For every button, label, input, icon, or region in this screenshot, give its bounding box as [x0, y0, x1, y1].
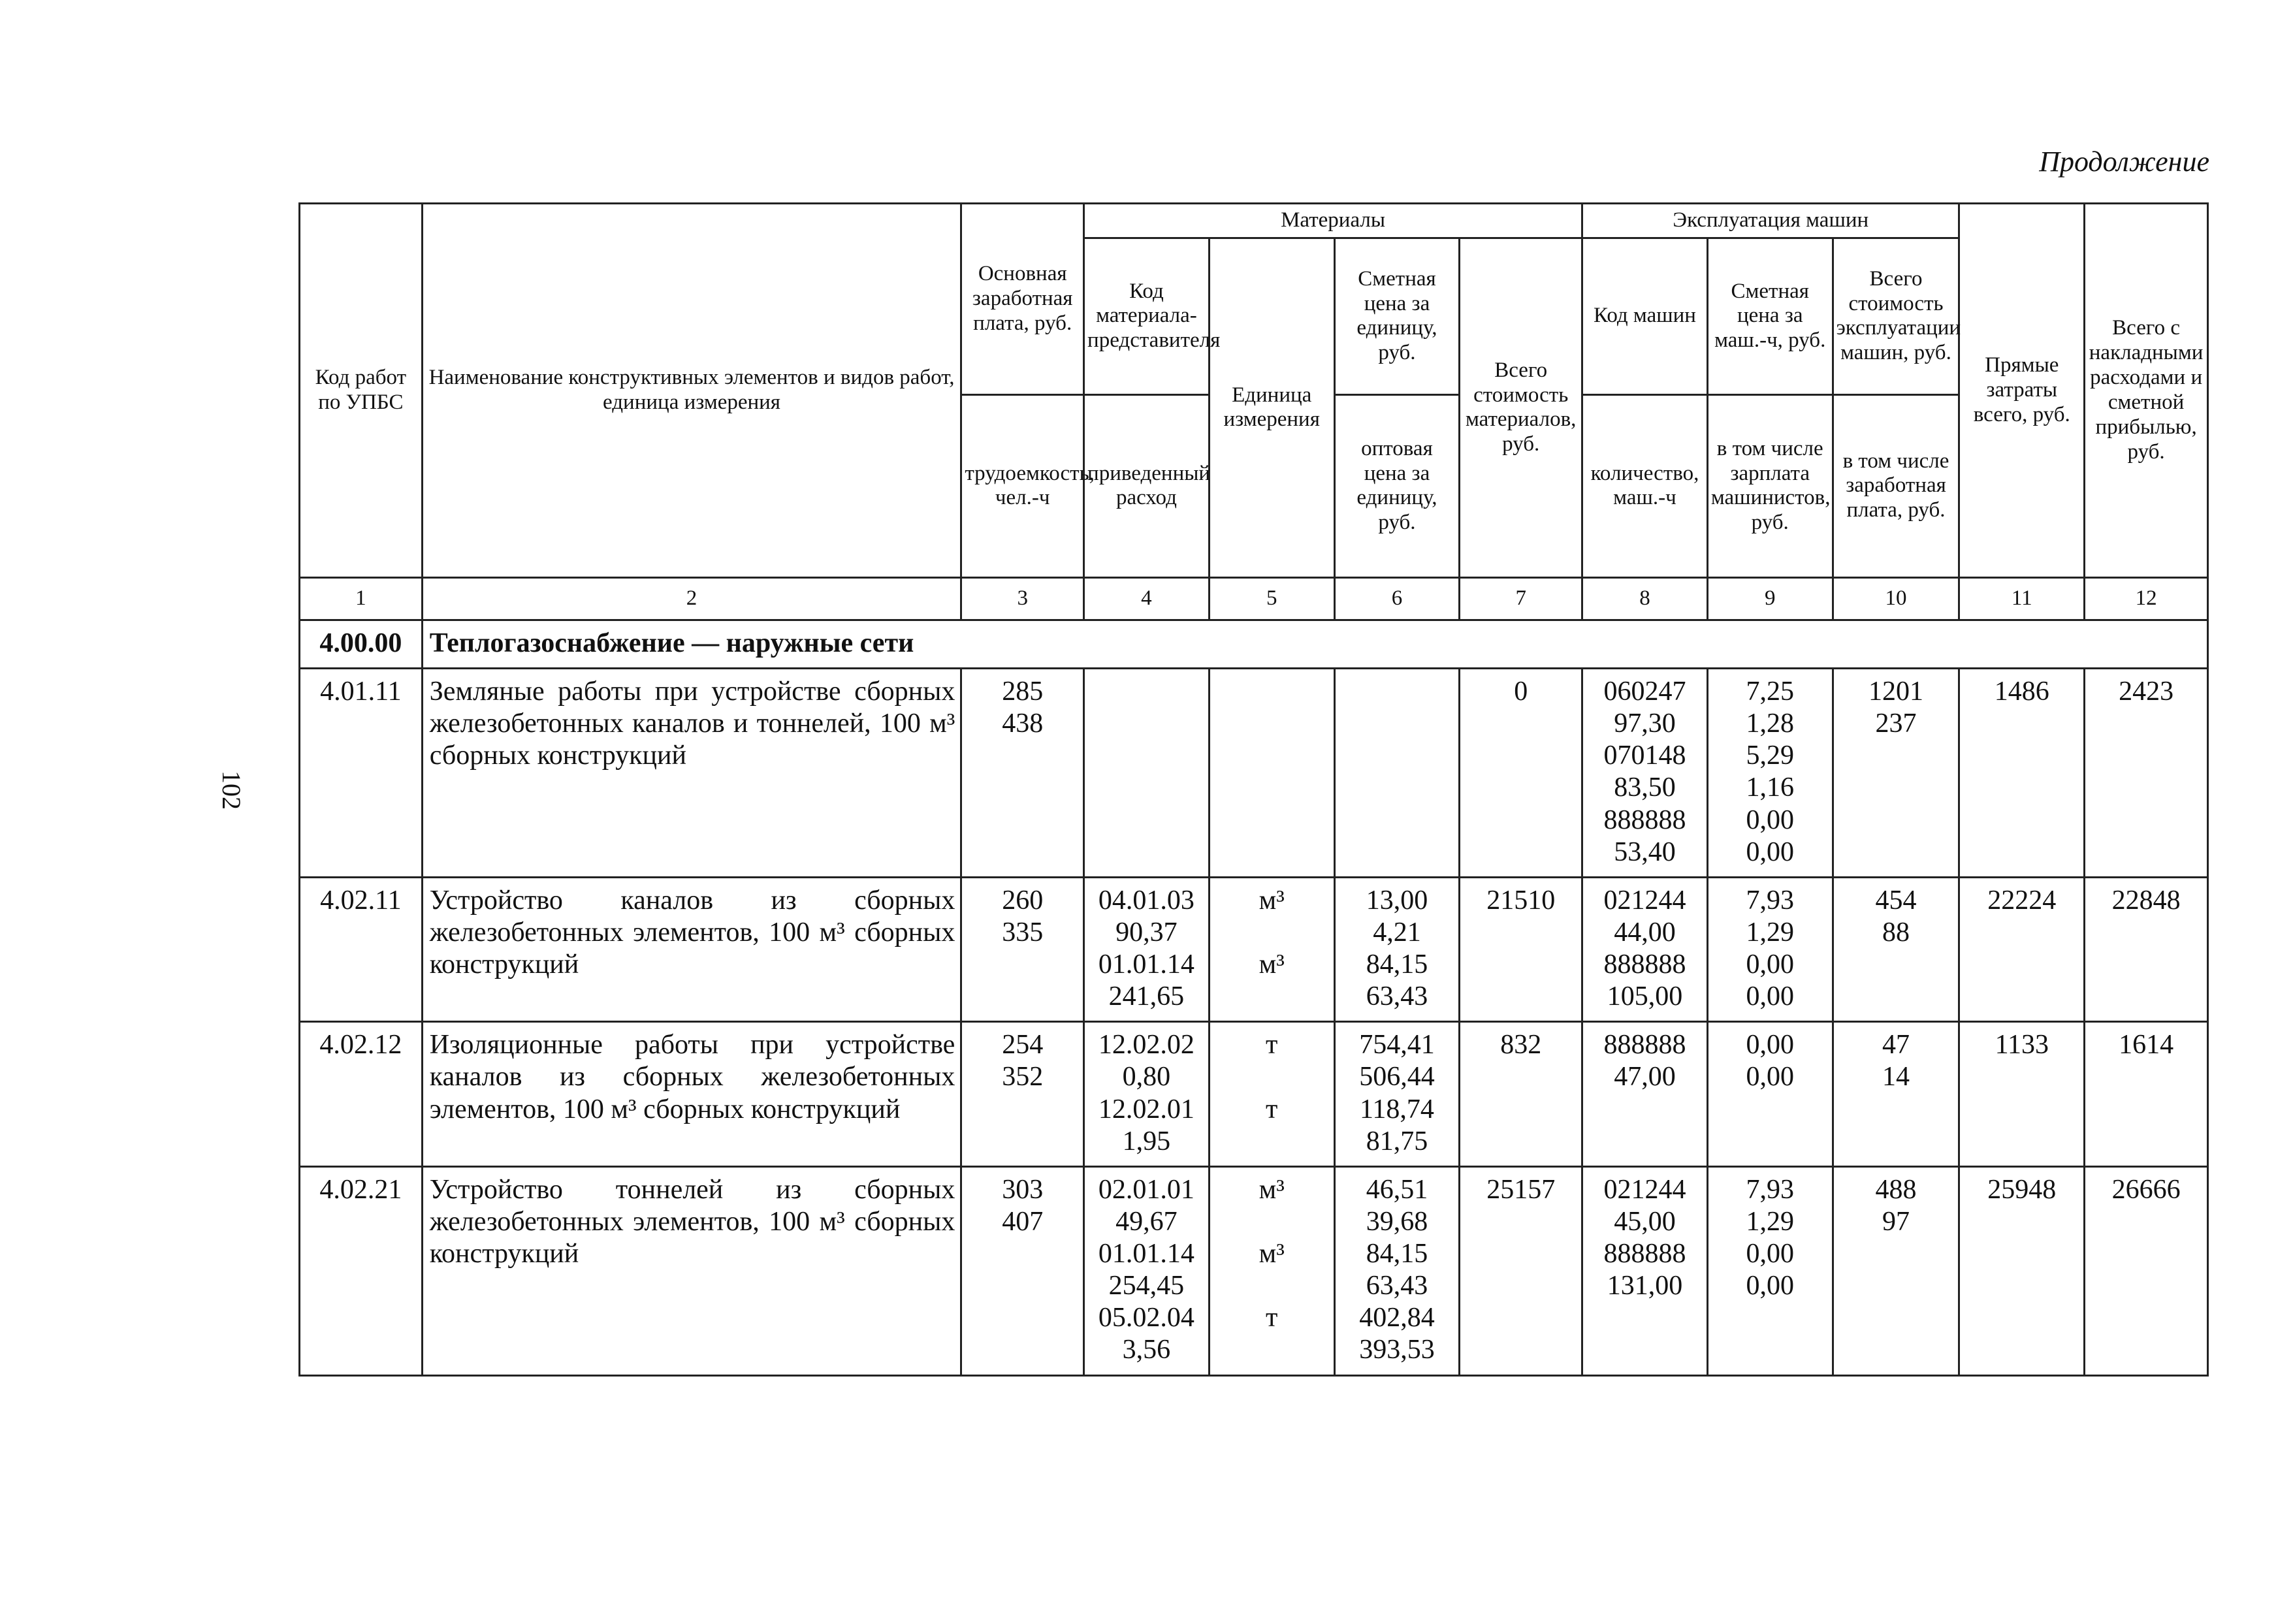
header-col3-bottom: трудоемкость, чел.-ч	[961, 394, 1084, 577]
header-col12: Всего с накладными расходами и сметной прибылью, руб.	[2085, 204, 2208, 578]
column-number: 8	[1582, 577, 1708, 620]
row-materials-total: 25157	[1460, 1166, 1582, 1375]
header-col6-top: Сметная цена за единицу, руб.	[1334, 238, 1460, 394]
column-number: 4	[1084, 577, 1210, 620]
header-col9-bottom: в том числе зарплата машинистов, руб.	[1707, 394, 1833, 577]
header-materials-group: Материалы	[1084, 204, 1582, 238]
continuation-label: Продолжение	[2039, 146, 2209, 178]
page-number: 102	[217, 771, 246, 810]
row-code: 4.01.11	[300, 669, 423, 878]
header-col4-bottom: приведенный расход	[1084, 394, 1210, 577]
row-name: Земляные работы при устройстве сборных железобетонных каналов и тоннелей, 100 м³ сборных конструкций	[422, 669, 961, 878]
row-machine-code: 888888 47,00	[1582, 1022, 1708, 1167]
table-row	[300, 1022, 2208, 1167]
row-material-price	[1334, 669, 1460, 878]
header-col10-top: Всего стоимость эксплуатации машин, руб.	[1833, 238, 1959, 394]
row-machine-price: 0,00 0,00	[1707, 1022, 1833, 1167]
header-col6-bottom: оптовая цена за единицу, руб.	[1334, 394, 1460, 577]
row-machine-code: 021244 44,00 888888 105,00	[1582, 877, 1708, 1022]
column-number: 6	[1334, 577, 1460, 620]
column-number: 2	[422, 577, 961, 620]
row-wage-labor: 303 407	[961, 1166, 1084, 1375]
row-material-price: 754,41 506,44 118,74 81,75	[1334, 1022, 1460, 1167]
row-unit: м³ м³	[1209, 877, 1334, 1022]
row-materials-total: 832	[1460, 1022, 1582, 1167]
header-col2: Наименование конструктивных элементов и видов работ, единица измерения	[422, 204, 961, 578]
row-material-code: 12.02.02 0,80 12.02.01 1,95	[1084, 1022, 1210, 1167]
section-code: 4.00.00	[300, 620, 423, 668]
row-machine-total: 47 14	[1833, 1022, 1959, 1167]
row-name: Изоляционные работы при устройстве каналов из сборных железобетонных элементов, 100 м³ сборных конструкций	[422, 1022, 961, 1167]
header-row-1	[300, 204, 2208, 238]
row-name: Устройство тоннелей из сборных железобетонных элементов, 100 м³ сборных конструкций	[422, 1166, 961, 1375]
row-material-price: 46,51 39,68 84,15 63,43 402,84 393,53	[1334, 1166, 1460, 1375]
header-col8-top: Код машин	[1582, 238, 1708, 394]
column-number: 5	[1209, 577, 1334, 620]
header-machines-group: Эксплуатация машин	[1582, 204, 1959, 238]
row-total-cost: 26666	[2085, 1166, 2208, 1375]
section-title: Теплогазоснабжение — наружные сети	[422, 620, 2207, 668]
column-number: 12	[2085, 577, 2208, 620]
row-wage-labor: 260 335	[961, 877, 1084, 1022]
table-row	[300, 877, 2208, 1022]
table-body	[300, 620, 2208, 1375]
column-number: 3	[961, 577, 1084, 620]
row-total-cost: 22848	[2085, 877, 2208, 1022]
column-number: 9	[1707, 577, 1833, 620]
header-col5: Единица измерения	[1209, 238, 1334, 577]
row-machine-total: 488 97	[1833, 1166, 1959, 1375]
header-col11: Прямые затраты всего, руб.	[1959, 204, 2085, 578]
row-code: 4.02.11	[300, 877, 423, 1022]
row-machine-total: 1201 237	[1833, 669, 1959, 878]
column-number: 7	[1460, 577, 1582, 620]
header-col1: Код работ по УПБС	[300, 204, 423, 578]
header-col4-top: Код материала-представителя	[1084, 238, 1210, 394]
row-direct-costs: 1486	[1959, 669, 2085, 878]
column-number: 1	[300, 577, 423, 620]
table-header	[300, 204, 2208, 620]
section-row	[300, 620, 2208, 668]
row-materials-total: 0	[1460, 669, 1582, 878]
row-total-cost: 2423	[2085, 669, 2208, 878]
row-material-code	[1084, 669, 1210, 878]
row-wage-labor: 254 352	[961, 1022, 1084, 1167]
column-number-row	[300, 577, 2208, 620]
header-col3-top: Основная заработная плата, руб.	[961, 204, 1084, 395]
row-material-code: 02.01.01 49,67 01.01.14 254,45 05.02.04 3,56	[1084, 1166, 1210, 1375]
column-number: 11	[1959, 577, 2085, 620]
header-col7: Всего стоимость материалов, руб.	[1460, 238, 1582, 577]
table-row	[300, 1166, 2208, 1375]
row-machine-code: 021244 45,00 888888 131,00	[1582, 1166, 1708, 1375]
row-direct-costs: 22224	[1959, 877, 2085, 1022]
row-machine-price: 7,93 1,29 0,00 0,00	[1707, 877, 1833, 1022]
row-unit	[1209, 669, 1334, 878]
table-row	[300, 669, 2208, 878]
row-materials-total: 21510	[1460, 877, 1582, 1022]
header-col10-bottom: в том числе заработная плата, руб.	[1833, 394, 1959, 577]
row-direct-costs: 1133	[1959, 1022, 2085, 1167]
row-code: 4.02.21	[300, 1166, 423, 1375]
row-machine-price: 7,25 1,28 5,29 1,16 0,00 0,00	[1707, 669, 1833, 878]
row-machine-price: 7,93 1,29 0,00 0,00	[1707, 1166, 1833, 1375]
row-code: 4.02.12	[300, 1022, 423, 1167]
header-col9-top: Сметная цена за маш.-ч, руб.	[1707, 238, 1833, 394]
row-machine-total: 454 88	[1833, 877, 1959, 1022]
row-unit: т т	[1209, 1022, 1334, 1167]
row-machine-code: 060247 97,30 070148 83,50 888888 53,40	[1582, 669, 1708, 878]
row-unit: м³ м³ т	[1209, 1166, 1334, 1375]
rate-table	[298, 202, 2209, 1377]
row-name: Устройство каналов из сборных железобетонных элементов, 100 м³ сборных конструкций	[422, 877, 961, 1022]
row-material-code: 04.01.03 90,37 01.01.14 241,65	[1084, 877, 1210, 1022]
row-total-cost: 1614	[2085, 1022, 2208, 1167]
row-material-price: 13,00 4,21 84,15 63,43	[1334, 877, 1460, 1022]
header-col8-bottom: количество, маш.-ч	[1582, 394, 1708, 577]
row-direct-costs: 25948	[1959, 1166, 2085, 1375]
column-number: 10	[1833, 577, 1959, 620]
row-wage-labor: 285 438	[961, 669, 1084, 878]
